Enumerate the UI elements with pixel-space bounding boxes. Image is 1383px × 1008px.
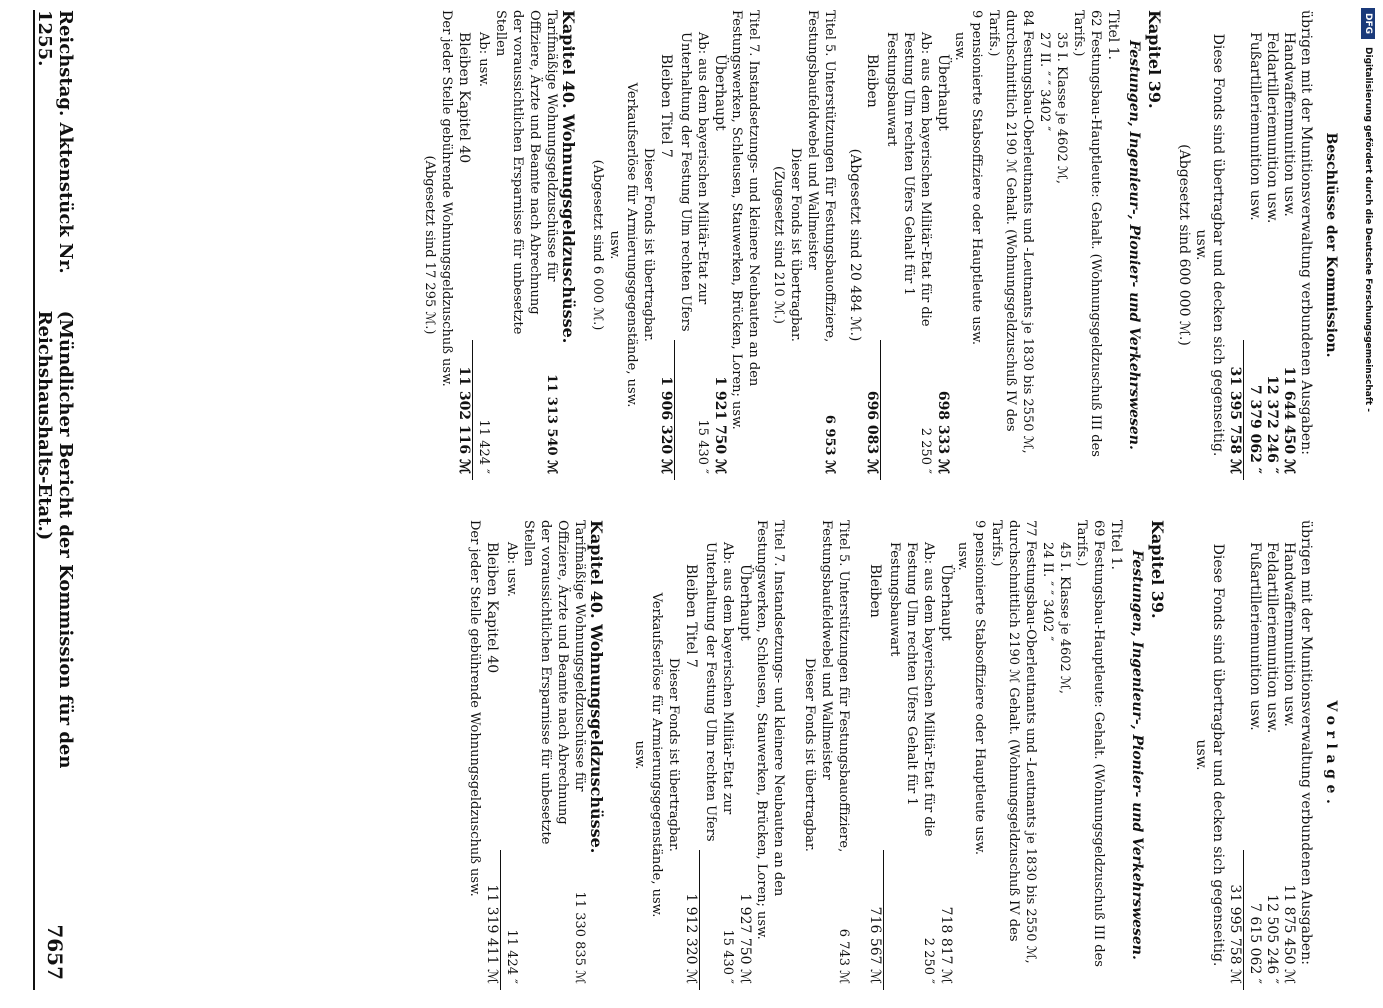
ab-row: Ab: aus dem bayerischen Militär-Etat zur Unterhaltung der Festung Ulm rechten Ufers 15 430 ″ — [678, 32, 710, 474]
dfg-logo: DFG — [1361, 8, 1375, 39]
line: 24 II. ″ ″ 3402 ″ — [1040, 542, 1055, 642]
total-row: Bleiben 716 567 ℳ — [867, 564, 883, 984]
total-row: Bleiben Titel 7 1 912 320 ℳ — [683, 564, 699, 984]
line-item: Fußartilleriemunition usw. 7 379 062 ″ — [1247, 32, 1263, 474]
page-header — [33, 10, 75, 990]
intro-text: übrigen mit der Munitionsverwaltung verbundenen Ausgaben: — [1298, 520, 1314, 965]
note: Der jeder Stelle gebührende Wohnungsgeldzuschuß usw. — [467, 520, 482, 897]
total-row: Überhaupt 1 921 750 ℳ — [712, 54, 728, 474]
ab-row: Ab: aus dem bayerischen Militär-Etat zur Unterhaltung der Festung Ulm rechten Ufers 15 430 ″ — [703, 542, 735, 984]
ab-row: Ab: usw. 11 424 ″ — [504, 542, 519, 984]
total-row: Überhaupt 718 817 ℳ — [938, 564, 954, 984]
line: 45 I. Klasse je 4602 ℳ, — [1057, 542, 1072, 694]
titel-1: Titel 1. — [1105, 10, 1121, 61]
line-item: Feldartilleriemunition usw. 12 505 246 ″ — [1264, 542, 1280, 984]
beschluesse-column — [83, 10, 1353, 480]
usw: usw. — [1193, 739, 1209, 771]
abgesetzt-note: (Abgesetzt sind 20 484 ℳ.) — [847, 148, 863, 342]
line: 35 I. Klasse je 4602 ℳ, — [1054, 32, 1069, 184]
titel-5-note: Dieser Fonds ist übertragbar. — [788, 148, 803, 342]
titel-7: Titel 7. Instandsetzungs- und kleinere Neubauten an den Festungswerken, Schleusen, Stauwerken, Brücken, Loren; usw. — [754, 520, 786, 940]
kapitel-39-subheading: Festungen, Ingenieur-, Pionier- und Verkehrswesen. — [1129, 550, 1145, 960]
total-row: 31 995 758 ℳ — [1227, 884, 1243, 984]
abgesetzt-note: (Abgesetzt sind 17 295 ℳ.) — [422, 155, 437, 335]
vorlage-column — [83, 520, 1353, 990]
titel-1: Titel 1. — [1108, 520, 1124, 571]
intro-text: übrigen mit der Munitionsverwaltung verbundenen Ausgaben: — [1298, 10, 1314, 455]
ab-row: Ab: usw. 11 424 ″ — [476, 32, 491, 474]
kapitel-40-row: Tarifmäßige Wohnungsgeldzuschüsse für Offiziere, Ärzte und Beamte nach Abrechnung der voraussichtlichen Ersparnisse für unbesetzte Stellen 11 330 835 ℳ — [521, 520, 587, 984]
total-row: 31 395 758 ℳ — [1227, 366, 1243, 474]
line-item: Handwaffenmunition usw. 11 644 450 ℳ — [1281, 32, 1297, 474]
total-row: Bleiben 696 083 ℳ — [864, 54, 880, 474]
beschluesse-heading: Beschlüsse der Kommission. — [1323, 132, 1339, 358]
note: Dieser Fonds ist übertragbar. — [641, 148, 656, 342]
kapitel-39-subheading: Festungen, Ingenieur-, Pionier- und Verkehrswesen. — [1126, 40, 1142, 450]
line-item: Feldartilleriemunition usw. 12 372 246 ″ — [1264, 32, 1280, 474]
titel-5-row: Titel 5. Unterstützungen für Festungsbauoffiziere, Festungsbaufeldwebel und Wallmeister 6 953 ℳ — [805, 10, 837, 474]
total-row: Überhaupt 698 333 ℳ — [935, 54, 951, 474]
page-subtitle: (Mündlicher Bericht der Kommission für den Reichshaushalts-Etat.) — [34, 310, 76, 769]
line: 62 Festungsbau-Hauptleute: Gehalt. (Wohnungsgeldzuschuß III des Tarifs.) — [1071, 10, 1103, 457]
line: 84 Festungsbau-Oberleutnants und -Leutnants je 1830 bis 2550 ℳ, durchschnittlich 2190 ℳ Gehalt. (Wohnungsgeldzuschuß IV des Tarifs.) — [986, 10, 1035, 454]
total-row: Bleiben Titel 7 1 906 320 ℳ — [658, 54, 674, 474]
line-item: Handwaffenmunition usw. 11 875 450 ℳ — [1281, 542, 1297, 984]
ab-row: Ab: aus dem bayerischen Militär-Etat für die Festung Ulm rechten Ufers Gehalt für 1 Festungsbauwart 2 250 ″ — [887, 542, 936, 984]
vorlage-heading: Vorlage. — [1323, 700, 1339, 810]
line: usw. — [952, 32, 967, 61]
total-row: Bleiben Kapitel 40 11 302 116 ℳ — [456, 32, 472, 474]
note: Verkaufserlöse für Armierungsgegenstände, usw. — [624, 82, 639, 408]
titel-7: Titel 7. Instandsetzungs- und kleinere Neubauten an den Festungswerken, Schleusen, Stauwerken, Brücken, Loren; usw. — [729, 10, 761, 430]
line: 9 pensionierte Stabsoffiziere oder Hauptleute usw. — [969, 10, 984, 345]
usw: usw. — [632, 740, 647, 770]
note: Der jeder Stelle gebührende Wohnungsgeldzuschuß usw. — [439, 10, 454, 387]
line: 69 Festungsbau-Hauptleute: Gehalt. (Wohnungsgeldzuschuß III des Tarifs.) — [1074, 520, 1106, 967]
kapitel-40-heading: Kapitel 40. Wohnungsgeldzuschüsse. — [587, 520, 606, 854]
note: Verkaufserlöse für Armierungsgegenstände, usw. — [649, 592, 664, 918]
kapitel-39-heading: Kapitel 39. — [1145, 10, 1164, 109]
total-row: Überhaupt 1 927 750 ℳ — [737, 564, 753, 984]
titel-5-row: Titel 5. Unterstützungen für Festungsbauoffiziere, Festungsbaufeldwebel und Wallmeister 6 743 ℳ — [819, 520, 851, 984]
line-item: Fußartilleriemunition usw. 7 615 062 ″ — [1247, 542, 1263, 984]
page-title: Reichstag. Aktenstück Nr. 1255. — [34, 10, 76, 274]
usw: usw. — [1193, 229, 1209, 261]
digitization-note: Digitalisierung gefördert durch die Deutsche Forschungsgemeinschaft - — [1363, 47, 1373, 412]
page-number: 7657 — [43, 924, 67, 980]
line: 27 II. ″ ″ 3402 ″ — [1037, 32, 1052, 132]
line: usw. — [955, 542, 970, 571]
kapitel-40-row: Tarifmäßige Wohnungsgeldzuschüsse für Offiziere, Ärzte und Beamte nach Abrechnung der voraussichtlichen Ersparnisse für unbesetzte Stellen 11 313 540 ℳ — [493, 10, 559, 474]
abgesetzt-note: (Abgesetzt sind 600 000 ℳ.) — [1176, 144, 1192, 346]
line: 9 pensionierte Stabsoffiziere oder Hauptleute usw. — [972, 520, 987, 855]
abgesetzt-note: (Abgesetzt sind 6 000 ℳ.) — [590, 159, 605, 331]
kapitel-39-heading: Kapitel 39. — [1148, 520, 1167, 619]
line: 77 Festungsbau-Oberleutnants und -Leutnants je 1830 bis 2550 ℳ, durchschnittlich 2190 ℳ Gehalt. (Wohnungsgeldzuschuß IV des Tarifs.) — [989, 520, 1038, 964]
note: Dieser Fonds ist übertragbar. — [666, 658, 681, 852]
zugesetzt-note: (Zugesetzt sind 210 ℳ.) — [771, 166, 786, 324]
usw: usw. — [607, 230, 622, 260]
titel-5-note: Dieser Fonds ist übertragbar. — [802, 658, 817, 852]
fonds-note: Diese Fonds sind übertragbar und decken sich gegenseitig. — [1210, 33, 1226, 457]
total-row: Bleiben Kapitel 40 11 319 411 ℳ — [484, 542, 500, 984]
ab-row: Ab: aus dem bayerischen Militär-Etat für die Festung Ulm rechten Ufers Gehalt für 1 Festungsbauwart 2 250 ″ — [884, 32, 933, 474]
fonds-note: Diese Fonds sind übertragbar und decken sich gegenseitig. — [1210, 543, 1226, 967]
digitization-sidebar — [1353, 0, 1383, 1008]
kapitel-40-heading: Kapitel 40. Wohnungsgeldzuschüsse. — [559, 10, 578, 344]
